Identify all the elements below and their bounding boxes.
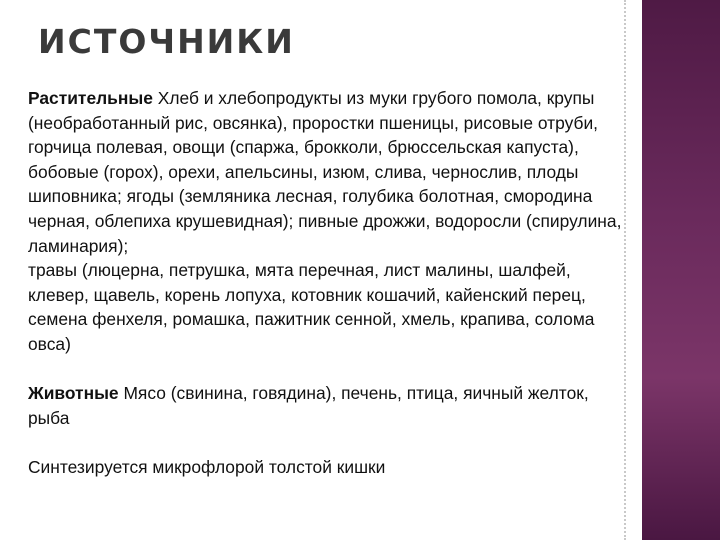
plant-sources-label: Растительные bbox=[28, 88, 153, 108]
animal-sources-paragraph bbox=[28, 381, 626, 430]
slide-body bbox=[28, 86, 626, 480]
decorative-sidebar bbox=[642, 0, 720, 540]
slide-title: ИСТОЧНИКИ bbox=[38, 22, 295, 61]
herbs-paragraph: травы (люцерна, петрушка, мята перечная, лист малины, шалфей, клевер, щавель, корень лопуха, котовник кошачий, кайенский перец, семена фенхеля, ромашка, пажитник сенной, хмель, крапива, солома овса) bbox=[28, 260, 595, 354]
spacer bbox=[28, 357, 626, 382]
plant-sources-paragraph bbox=[28, 86, 626, 258]
animal-sources-text: Мясо (свинина, говядина), печень, птица, яичный желток, рыба bbox=[28, 383, 589, 428]
animal-sources-label: Животные bbox=[28, 383, 119, 404]
spacer bbox=[28, 430, 626, 455]
plant-sources-text: Хлеб и хлебопродукты из муки грубого помола, крупы (необработанный рис, овсянка), проростки пшеницы, рисовые отруби, горчица полевая, овощи (спаржа, брокколи, брюссельская капуста), бобовые (горох), орехи, апельсины, изюм, слива, чернослив, плоды шиповника; ягоды (земляника лесная, голубика болотная, смородина черная, облепиха крушевидная); пивные дрожжи, водоросли (спирулина, ламинария); bbox=[28, 88, 622, 256]
synthesis-paragraph: Синтезируется микрофлорой толстой кишки bbox=[28, 456, 386, 477]
